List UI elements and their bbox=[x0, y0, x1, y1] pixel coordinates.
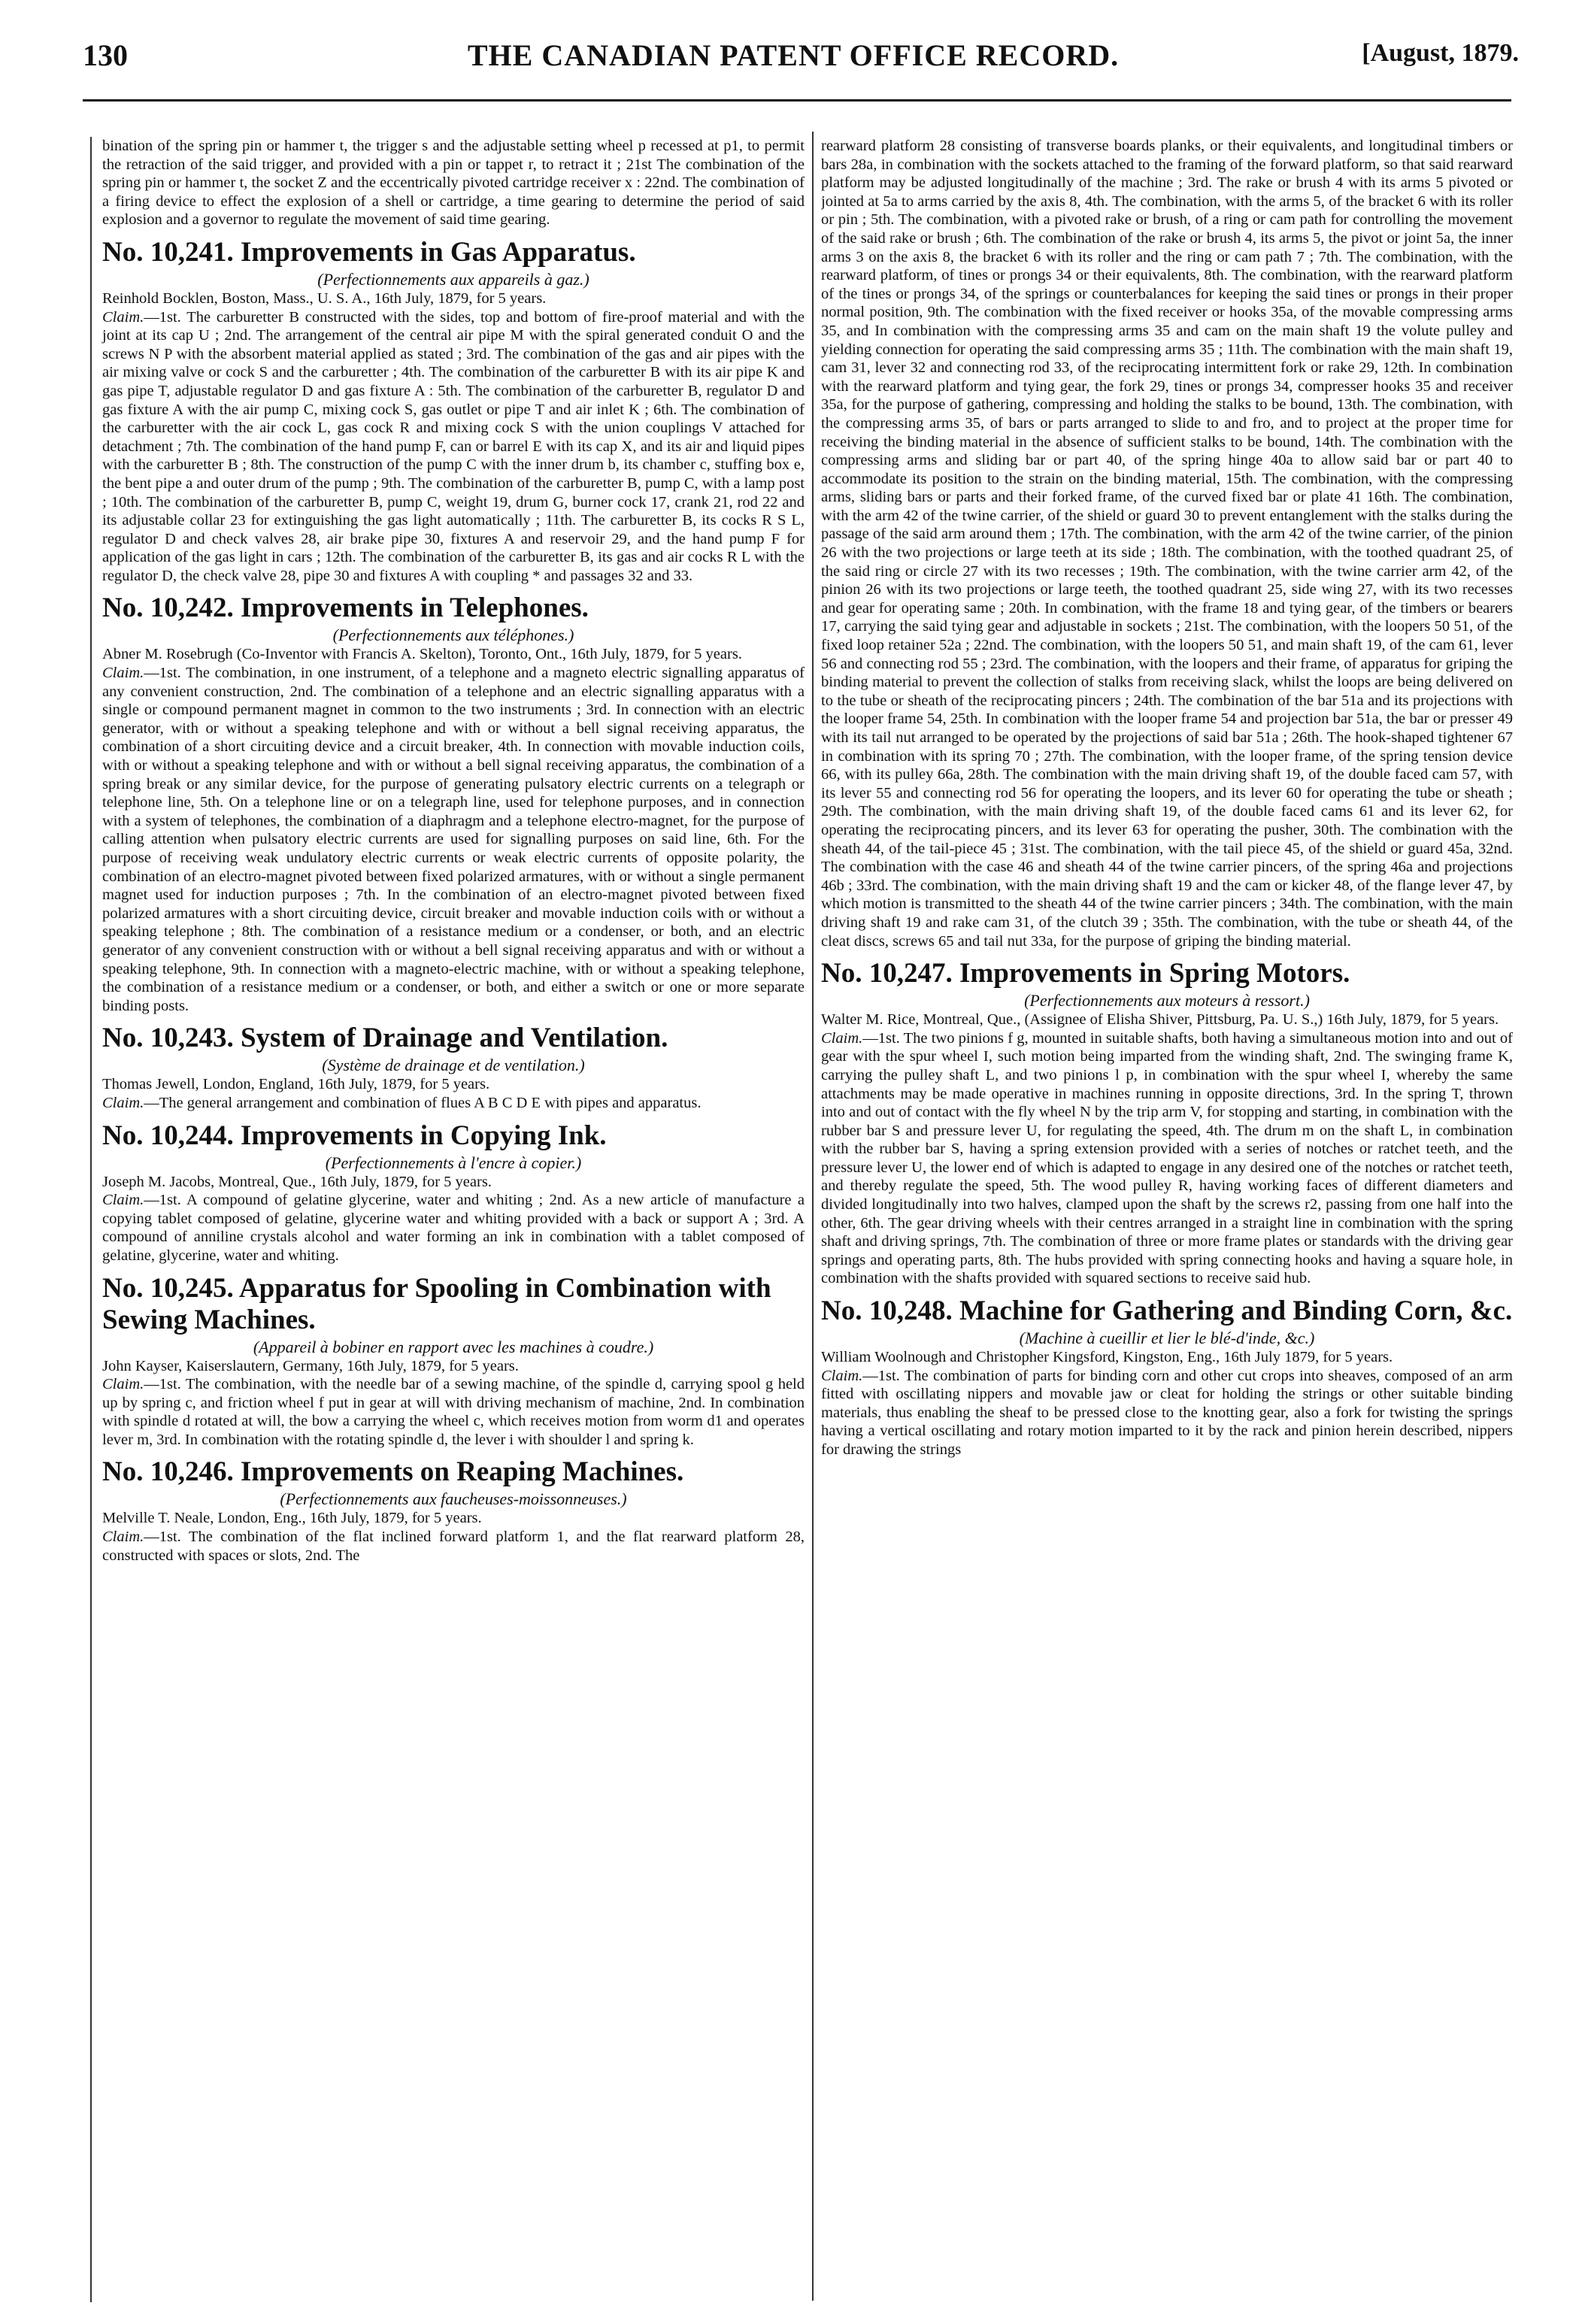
claim-body: —1st. The two pinions f g, mounted in suitable shafts, both having a simultaneous motion into and out of gear with the spur wheel I, such motion being imparted from the winding shaft, 2nd. The swinging frame K, carrying the pulley shaft L, and two pinions l p, in combination with the spur wheel I, whereby the same attachments may be made operative in machines running in opposite directions, 3rd. In the spring T, thrown into and out of contact with the fly wheel N by the trip arm V, for stopping and starting, in combination with the rubber bar S and pressure lever U, for regulating the speed, 4th. The drum m on the shaft L, in combination with the rubber bar S, having a spring extension provided with a series of notches or ratchet teeth, and the pressure lever U, the lower end of which is adapted to engage in any desired one of the notches or ratchet teeth, and thereby regulate the speed, 5th. The wood pulley R, having working faces of different diameters and divided longitudinally into two halves, clamped upon the shaft by the screws r2, passing from one half into the other, 6th. The gear driving wheels with their centres arranged in a straight line in combination with the spring shaft and driving springs, 7th. The combination of three or more frame plates or standards with the driving gear springs and operating parts, 8th. The hubs provided with spring connecting hooks and having a square hole, in combination with the shafts provided with squared sections to receive said hub. bbox=[821, 1029, 1513, 1287]
claim-label: Claim. bbox=[102, 1529, 144, 1546]
french-title: (Perfectionnements aux moteurs à ressort.) bbox=[1024, 991, 1310, 1011]
patent-entry-10244 bbox=[102, 1120, 805, 1265]
right-column bbox=[821, 137, 1513, 2302]
french-title: (Perfectionnements aux téléphones.) bbox=[332, 626, 574, 645]
patent-heading: No. 10,248. Machine for Gathering and Binding Corn, &c. bbox=[821, 1295, 1513, 1327]
inventor-line: Walter M. Rice, Montreal, Que., (Assignee of Elisha Shiver, Pittsburg, Pa. U. S.,) 16th July, 1879, for 5 years. bbox=[821, 1011, 1499, 1029]
claim-text bbox=[821, 1029, 1513, 1288]
claim-label: Claim. bbox=[821, 1367, 863, 1384]
inventor-line: Melville T. Neale, London, Eng., 16th July, 1879, for 5 years. bbox=[102, 1510, 482, 1527]
patent-entry-10248 bbox=[821, 1295, 1513, 1459]
french-title: (Perfectionnements aux faucheuses-moissonneuses.) bbox=[280, 1489, 627, 1509]
inventor-line: William Woolnough and Christopher Kingsford, Kingston, Eng., 16th July 1879, for 5 years. bbox=[821, 1349, 1393, 1366]
claim-label: Claim. bbox=[102, 308, 144, 326]
french-title: (Machine à cueillir et lier le blé-d'inde, &c.) bbox=[1019, 1329, 1315, 1348]
patent-heading: No. 10,244. Improvements in Copying Ink. bbox=[102, 1120, 607, 1151]
patent-heading: No. 10,241. Improvements in Gas Apparatus. bbox=[102, 236, 636, 268]
claim-label: Claim. bbox=[102, 1094, 144, 1111]
claim-text bbox=[102, 1375, 805, 1449]
patent-entry-10243 bbox=[102, 1023, 805, 1112]
patent-entry-10241 bbox=[102, 237, 805, 586]
claim-body: —1st. A compound of gelatine glycerine, water and whiting ; 2nd. As a new article of manufacture a copying tablet composed of gelatine, glycerine water and whiting provided with a back or support A ; 3rd. A compound of anniline crystals alcohol and water forming an ink in combination with a tablet composed of gelatine, glycerine, water and whiting. bbox=[102, 1192, 805, 1264]
continued-claims: bination of the spring pin or hammer t, the trigger s and the adjustable setting wheel p recessed at p1, to permit the retraction of the said trigger, and provided with a pin or tappet r, to retract it ; 21st The combination of the spring pin or hammer t, the socket Z and the eccentrically pivoted cartridge receiver x : 22nd. The combination of a firing device to effect the explosion of a shell or cartridge, a time gearing to determine the period of said explosion and a governor to regulate the movement of said time gearing. bbox=[102, 138, 805, 229]
claim-body: —1st. The carburetter B constructed with the sides, top and bottom of fire-proof material and with the joint at its cap U ; 2nd. The arrangement of the central air pipe M with the spiral generated conduit O and the screws N P with the absorbent material applied as stated ; 3rd. The combination of the gas and air pipes with the air mixing valve or cock S and the carburetter ; 4th. The combination of the carburetter B with its air pipe K and gas pipe T, adjustable regulator D and gas fixture A : 5th. The combination of the carburetter B, regulator D and gas fixture A with the air pump C, mixing cock S, gas outlet or pipe T and air inlet K ; 6th. The combination of the carburetter with the air cock L, gas cock R and mixing cock S with the union couplings V attached for detachment ; 7th. The combination of the hand pump F, can or barrel E with its cap X, and its air and liquid pipes with the carburetter B ; 8th. The construction of the pump C with the inner drum b, its chamber c, stuffing box e, the bent pipe a and outer drum of the pump ; 9th. The combination of the carburetter B, pump C, with a lamp post ; 10th. The combination of the carburetter B, pump C, weight 19, drum G, burner cock 17, crank 21, rod 22 and its adjustable collar 23 for extinguishing the gas light automatically ; 11th. The carburetter B, its cocks R S L, regulator D and check valves 28, air brake pipe 30, fixtures A and reservoir 29, and the hand pump F for application of the gas light in cars ; 12th. The combination of the carburetter B, its gas and air cocks R L with the regulator D, the check valve 28, pipe 30 and fixtures A with coupling * and passages 32 and 33. bbox=[102, 308, 805, 584]
header-rule bbox=[83, 99, 1511, 102]
claim-body: —The general arrangement and combination of flues A B C D E with pipes and apparatus. bbox=[144, 1094, 702, 1111]
inventor-line: Reinhold Bocklen, Boston, Mass., U. S. A., 16th July, 1879, for 5 years. bbox=[102, 289, 547, 307]
patent-entry-10246 bbox=[102, 1456, 805, 1565]
inventor-line: Joseph M. Jacobs, Montreal, Que., 16th July, 1879, for 5 years. bbox=[102, 1173, 492, 1190]
column-divider bbox=[812, 132, 814, 2301]
left-column bbox=[90, 137, 805, 2302]
claim-label: Claim. bbox=[102, 1192, 144, 1209]
inventor-line: Abner M. Rosebrugh (Co-Inventor with Francis A. Skelton), Toronto, Ont., 16th July, 1879, for 5 years. bbox=[102, 646, 742, 663]
claim-text bbox=[821, 1367, 1513, 1459]
patent-heading: No. 10,243. System of Drainage and Ventilation. bbox=[102, 1023, 668, 1054]
claim-text bbox=[102, 1528, 805, 1565]
french-title: (Perfectionnements à l'encre à copier.) bbox=[325, 1153, 582, 1172]
patent-heading: No. 10,242. Improvements in Telephones. bbox=[102, 592, 589, 624]
claim-label: Claim. bbox=[102, 1376, 144, 1393]
page-number: 130 bbox=[83, 38, 128, 72]
french-title: (Système de drainage et de ventilation.) bbox=[322, 1056, 585, 1075]
patent-entry-10245 bbox=[102, 1273, 805, 1450]
french-title: (Perfectionnements aux appareils à gaz.) bbox=[317, 269, 589, 289]
claim-body: —1st. The combination, with the needle bar of a sewing machine, of the spindle d, carrying spool g held up by spring c, and friction wheel f put in gear at will with driving mechanism of machine, 2nd. In combination with spindle d rotated at will, the bow a carrying the wheel c, which receives motion from worm d1 and operates lever m, 3rd. In combination with the rotating spindle d, the lever i with shoulder l and spring k. bbox=[102, 1376, 805, 1448]
inventor-line: John Kayser, Kaiserslautern, Germany, 16th July, 1879, for 5 years. bbox=[102, 1357, 519, 1374]
patent-heading: No. 10,246. Improvements on Reaping Machines. bbox=[102, 1456, 684, 1488]
inventor-line: Thomas Jewell, London, England, 16th July, 1879, for 5 years. bbox=[102, 1076, 490, 1093]
issue-date: [August, 1879. bbox=[1362, 39, 1519, 67]
claim-text bbox=[102, 1094, 805, 1113]
claim-text bbox=[102, 664, 805, 1015]
claim-body: —1st. The combination of parts for binding corn and other cut crops into sheaves, composed of an arm fitted with oscillating nippers and movable jaw or cleat for holding the strings or other suitable binding materials, thus enabling the sheaf to be pressed close to the knotting gear, also a fork for twisting the springs having a vertical oscillating and rotary motion imparted to it by the rack and pinion herein described, nippers for drawing the strings bbox=[821, 1367, 1513, 1458]
claim-text bbox=[102, 1191, 805, 1265]
journal-title: THE CANADIAN PATENT OFFICE RECORD. bbox=[467, 38, 1120, 72]
patent-entry-10242 bbox=[102, 592, 805, 1015]
patent-heading: No. 10,247. Improvements in Spring Motors. bbox=[821, 958, 1350, 989]
page-header bbox=[68, 32, 1519, 92]
claim-body: —1st. The combination of the flat inclined forward platform 1, and the flat rearward platform 28, constructed with spaces or slots, 2nd. The bbox=[102, 1529, 805, 1564]
french-title: (Appareil à bobiner en rapport avec les machines à coudre.) bbox=[253, 1337, 654, 1356]
claim-body: —1st. The combination, in one instrument, of a telephone and a magneto electric signalling apparatus of any convenient construction, 2nd. The combination of a telephone and an electric signalling apparatus with a single or compound permanent magnet in common to the two instruments ; 3rd. In connection with an electric generator, with or without a speaking telephone and with or without a bell signal receiving apparatus, the combination of a short circuiting device and a circuit breaker, 4th. In connection with movable induction coils, with or without a speaking telephone and with or without a bell signal receiving apparatus, the combination of a spring break or any similar device, for the purpose of generating pulsatory electric currents on a telegraph or telephone line, 5th. On a telephone line or on a telegraph line, used for telephone purposes, and in connection with a system of telephones, the combination of a diaphragm and a telephone electro-magnet, for the purpose of calling attention when pulsatory electric currents are used for signalling purposes on said line, 6th. For the purpose of receiving weak undulatory electric currents or weak electric currents of opposite polarity, the combination of an electro-magnet pivoted between fixed polarized armatures, with or without a single permanent magnet used for induction purposes ; 7th. In the combination of an electro-magnet pivoted between fixed polarized armatures with a short circuiting device, circuit breaker and movable induction coils with or without a speaking telephone ; 8th. The combination of a resistance medium or a condenser, or both, and an electric generator of any convenient construction with or without a bell signal receiving apparatus and with or without a speaking telephone, 9th. In connection with a magneto-electric machine, with or without a speaking telephone, the combination of a resistance medium or a condenser, or both, and either a switch or one or more separate binding posts. bbox=[102, 665, 805, 1014]
patent-entry-10247 bbox=[821, 958, 1513, 1288]
claim-label: Claim. bbox=[102, 665, 144, 682]
claim-text bbox=[102, 308, 805, 586]
patent-heading: No. 10,245. Apparatus for Spooling in Combination with Sewing Machines. bbox=[102, 1272, 771, 1335]
continued-claims: rearward platform 28 consisting of transverse boards planks, or their equivalents, and longitudinal timbers or bars 28a, in combination with the sockets attached to the framing of the forward platform, so that said rearward platform may be adjusted longitudinally of the machine ; 3rd. The rake or brush 4 with its arms 5 pivoted or jointed at 5a to arms carried by the axis 8, 4th. The combination, with the arms 5, of the bracket 6 with its roller or pin ; 5th. The combination, with a pivoted rake or brush, of a ring or cam path for controlling the movement of the said rake or brush ; 6th. The combination of the rake or brush 4, its arms 5, the pivot or joint 5a, the inner arms 3 on the axis 8, the bracket 6 with its roller and the ring or cam path 7 ; 7th. The combination, with the rearward platform, of tines or prongs 34 or their equivalents, 8th. The combination, with the rearward platform of the tines or prongs 34, of the springs or counterbalances for keeping the said tines or prongs in their proper normal position, 9th. The combination with the fixed receiver or hooks 35a, of the movable compressing arms 35, and In combination with the compressing arms 35 and cam on the main shaft 19 the volute pulley and yielding connection for operating the said compressing arms 35 ; 11th. The combination with the main shaft 19, cam 31, lever 32 and connecting rod 33, of the reciprocating intermittent fork or rake 29, 12th. In combination with the rearward platform and tying gear, the fork 29, tines or prongs 34, compresser hooks 35 and receiver 35a, for the purpose of gathering, compressing and holding the stalks to be bound, 13th. The combination, with the compressing arms 35, of bars or parts arranged to slide to and fro, and to project at the proper time for receiving the binding material in the absence of sufficient stalks to be bound, 14th. The combination with the compressing arms and sliding bar or part 40, of the spring hinge 40a to allow said bar or part 40 to accommodate its position to the strain on the binding material, 15th. The combination, with the compressing arms, sliding bars or parts and their forked frame, of the curved fixed bar or plate 41 16th. The combination, with the arm 42 of the twine carrier, of the shield or guard 30 to prevent entanglement with the stalks during the passage of the said arm around them ; 17th. The combination, with the arm 42 of the twine carrier, of the pinion 26 with the two projections or large teeth at its side ; 18th. The combination, with the toothed quadrant 25, of the said ring or circle 27 with its two recesses ; 19th. The combination, with the twine carrier arm 42, of the pinion 26 with its two projections or large teeth, the toothed quadrant 25, side wing 27, with its two recesses and gear for operating same ; 20th. In combination, with the frame 18 and tying gear, of the timbers or bearers 17, carrying the said tying gear and adjustable in sockets ; 21st. The combination, with the loopers 50 51, of the fixed loop retainer 52a ; 22nd. The combination, with the loopers 50 51, and main shaft 19, of the cam 61, lever 56 and connecting rod 55 ; 23rd. The combination, with the loopers and their frame, of apparatus for griping the binding material to prevent the collection of stalks from receiving slack, whilst the loops are being delivered on to the tube or sheath of the reciprocating pincers ; 24th. The combination of the bar 51a and its projections with the looper frame 54, 25th. In combination with the looper frame 54 and projection bar 51a, the bar or presser 49 with its tail nut arranged to be operated by the projections of said bar 51a ; 26th. The hook-shaped tightener 67 in combination with its spring 70 ; 27th. The combination, with the looper frame, of the spring tension device 66, with its pulley 66a, 28th. The combination with the main driving shaft 19, of the double faced cam 57, with its lever 55 and connecting rod 56 for operating the loopers, and its lever 60 for operating the tube or sheath ; 29th. The combination, with the main driving shaft 19, of the double faced cams 61 and its lever 62, for operating the reciprocating pincers, and its lever 63 for operating the pusher, 30th. The combination with the sheath 44, of the tail-piece 45 ; 31st. The combination, with the tail piece 45, of the shield or guard 45a, 32nd. The combination with the case 46 and sheath 44 of the twine carrier pincers, of the spring 46a and projections 46b ; 33rd. The combination, with the main driving shaft 19 and the cam or kicker 48, of the flange lever 47, by which motion is transmitted to the sheath 44 of the twine carrier pincers ; 34th. The combination, with the main driving shaft 19 and rake cam 31, of the clutch 39 ; 35th. The combination, with the tube or sheath 44, of the cleat discs, screws 65 and tail nut 33a, for the purpose of griping the binding material. bbox=[821, 138, 1513, 950]
claim-label: Claim. bbox=[821, 1029, 863, 1047]
